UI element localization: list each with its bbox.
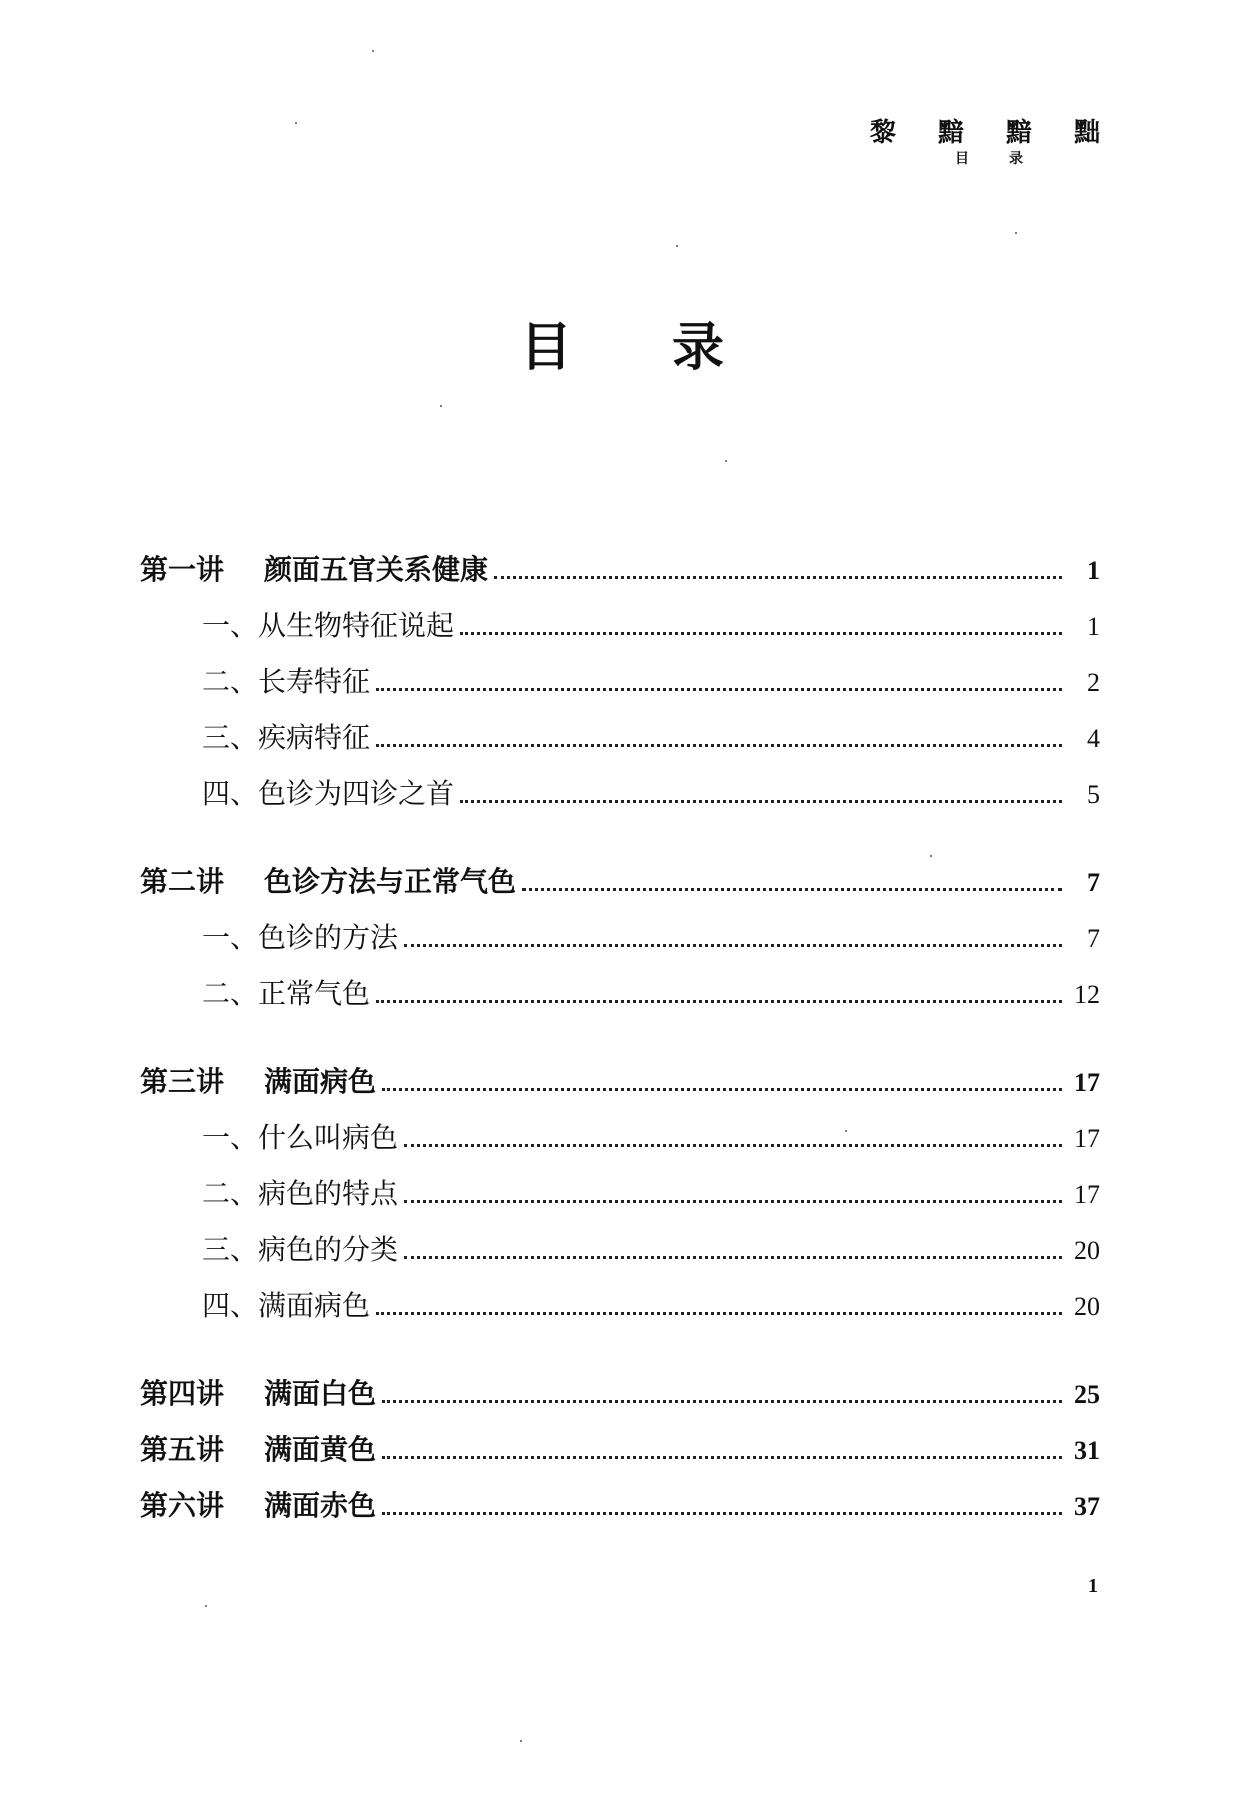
scan-speck bbox=[295, 122, 297, 124]
toc-section-row bbox=[140, 772, 1100, 828]
toc-entry-label: 一、色诊的方法 bbox=[202, 921, 399, 954]
toc-page-number: 37 bbox=[1074, 1492, 1100, 1521]
toc-section-row bbox=[140, 716, 1100, 772]
toc-page-number: 31 bbox=[1074, 1436, 1100, 1465]
toc-chapter-title: 满面黄色 bbox=[264, 1433, 377, 1466]
scan-speck bbox=[725, 460, 727, 462]
toc-page-number: 25 bbox=[1074, 1380, 1100, 1409]
toc-page-number: 17 bbox=[1074, 1124, 1100, 1153]
toc-chapter-title: 色诊方法与正常气色 bbox=[264, 865, 517, 898]
toc-page-number: 1 bbox=[1087, 612, 1100, 641]
toc-entry-label bbox=[140, 1060, 376, 1100]
toc-entry-label: 四、满面病色 bbox=[202, 1289, 371, 1322]
toc-page-number: 7 bbox=[1087, 924, 1100, 953]
toc-entry-label bbox=[140, 1428, 376, 1468]
toc-entry-label: 四、色诊为四诊之首 bbox=[202, 777, 455, 810]
toc-page-number: 12 bbox=[1074, 980, 1100, 1009]
toc-section-row bbox=[140, 1172, 1100, 1228]
toc-chapter-row bbox=[140, 860, 1100, 916]
toc-section-row bbox=[140, 916, 1100, 972]
toc-chapter-row bbox=[140, 1060, 1100, 1116]
toc-chapter-title: 颜面五官关系健康 bbox=[264, 553, 489, 586]
table-of-contents bbox=[140, 548, 1100, 1540]
toc-chapter-row bbox=[140, 548, 1100, 604]
toc-section-row bbox=[140, 1116, 1100, 1172]
toc-entry-label bbox=[140, 1372, 376, 1412]
scan-speck bbox=[440, 405, 442, 407]
dot-leader bbox=[404, 943, 1062, 947]
toc-chapter-number: 第四讲 bbox=[140, 1377, 225, 1410]
toc-chapter-number: 第一讲 bbox=[140, 553, 225, 586]
page-title: 目录 bbox=[520, 317, 825, 378]
toc-page-number: 20 bbox=[1074, 1236, 1100, 1265]
toc-entry-label: 三、病色的分类 bbox=[202, 1233, 399, 1266]
dot-leader bbox=[494, 575, 1062, 579]
toc-page-number: 5 bbox=[1087, 780, 1100, 809]
toc-chapter-number: 第六讲 bbox=[140, 1489, 225, 1522]
toc-page-number: 2 bbox=[1087, 668, 1100, 697]
toc-chapter-row bbox=[140, 1372, 1100, 1428]
toc-section-row bbox=[140, 1284, 1100, 1340]
toc-chapter-title: 满面赤色 bbox=[264, 1489, 377, 1522]
toc-entry-label: 一、什么叫病色 bbox=[202, 1121, 399, 1154]
dot-leader bbox=[376, 999, 1062, 1003]
dot-leader bbox=[404, 1255, 1062, 1259]
toc-section-row bbox=[140, 972, 1100, 1028]
scan-speck bbox=[1015, 232, 1017, 234]
page-number: 1 bbox=[1088, 1575, 1098, 1597]
scan-speck bbox=[372, 50, 374, 52]
dot-leader bbox=[382, 1399, 1062, 1403]
toc-entry-label bbox=[140, 860, 516, 900]
toc-entry-label: 二、正常气色 bbox=[202, 977, 371, 1010]
scan-speck bbox=[845, 1130, 847, 1132]
scan-speck bbox=[205, 1605, 207, 1607]
running-header-glyph: 黎 bbox=[870, 118, 899, 148]
toc-page-number: 7 bbox=[1087, 868, 1100, 897]
scan-speck bbox=[676, 245, 678, 247]
toc-page-number: 1 bbox=[1087, 556, 1100, 585]
dot-leader bbox=[382, 1087, 1062, 1091]
dot-leader bbox=[404, 1143, 1062, 1147]
dot-leader bbox=[376, 743, 1062, 747]
running-subtitle: 目录 bbox=[955, 151, 1063, 167]
toc-entry-label: 三、疾病特征 bbox=[202, 721, 371, 754]
toc-entry-label: 二、病色的特点 bbox=[202, 1177, 399, 1210]
dot-leader bbox=[376, 687, 1062, 691]
toc-page-number: 4 bbox=[1087, 724, 1100, 753]
toc-chapter-title: 满面白色 bbox=[264, 1377, 377, 1410]
dot-leader bbox=[460, 631, 1062, 635]
dot-leader bbox=[382, 1455, 1062, 1459]
running-header bbox=[870, 112, 1103, 149]
toc-chapter-number: 第五讲 bbox=[140, 1433, 225, 1466]
dot-leader bbox=[404, 1199, 1062, 1203]
toc-chapter-row bbox=[140, 1428, 1100, 1484]
toc-section-row bbox=[140, 604, 1100, 660]
dot-leader bbox=[376, 1311, 1062, 1315]
toc-entry-label: 二、长寿特征 bbox=[202, 665, 371, 698]
toc-chapter-title: 满面病色 bbox=[264, 1065, 377, 1098]
scan-speck bbox=[520, 1740, 522, 1742]
toc-section-row bbox=[140, 1228, 1100, 1284]
running-header-glyph: 黯 bbox=[1006, 118, 1035, 148]
toc-chapter-row bbox=[140, 1484, 1100, 1540]
running-header-glyph: 黜 bbox=[1074, 118, 1103, 148]
dot-leader bbox=[460, 799, 1062, 803]
toc-chapter-number: 第三讲 bbox=[140, 1065, 225, 1098]
toc-page-number: 20 bbox=[1074, 1292, 1100, 1321]
toc-chapter-number: 第二讲 bbox=[140, 865, 225, 898]
toc-entry-label bbox=[140, 548, 488, 588]
running-header-glyph: 黯 bbox=[938, 118, 967, 148]
scan-speck bbox=[930, 855, 932, 857]
toc-entry-label: 一、从生物特征说起 bbox=[202, 609, 455, 642]
toc-page-number: 17 bbox=[1074, 1180, 1100, 1209]
dot-leader bbox=[522, 887, 1062, 891]
toc-entry-label bbox=[140, 1484, 376, 1524]
dot-leader bbox=[382, 1511, 1062, 1515]
toc-section-row bbox=[140, 660, 1100, 716]
toc-page-number: 17 bbox=[1074, 1068, 1100, 1097]
